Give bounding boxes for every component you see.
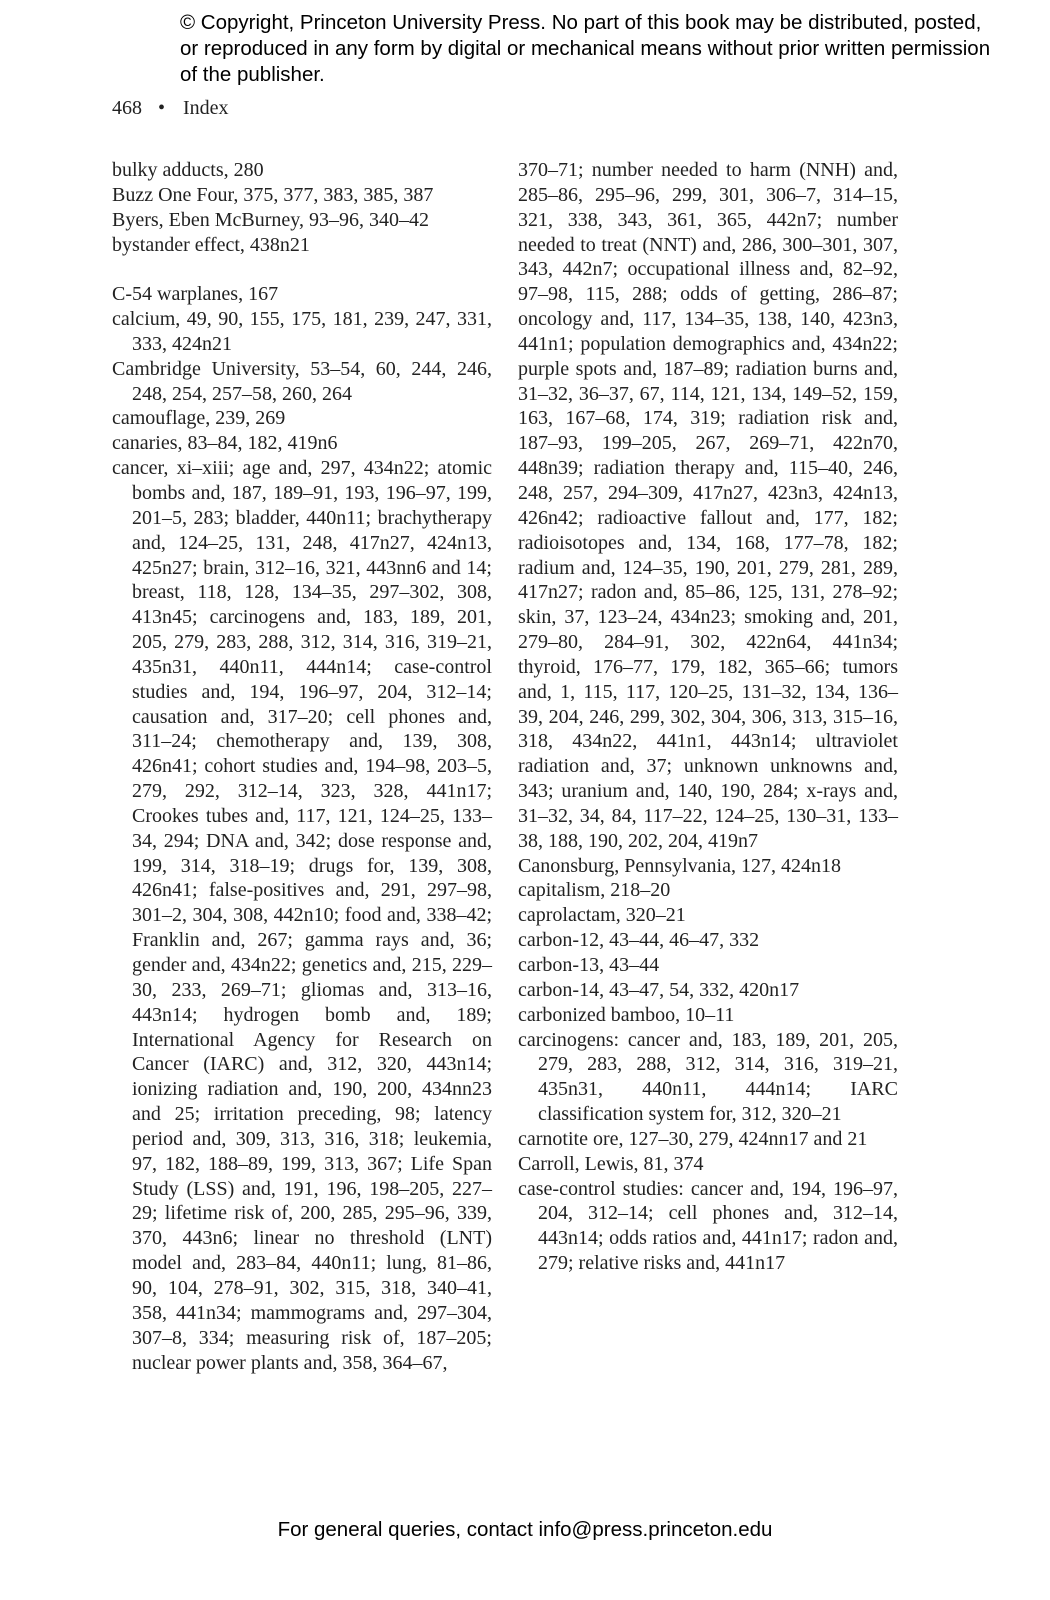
index-entry: canaries, 83–84, 182, 419n6 <box>112 432 338 455</box>
index-entry: bulky adducts, 280 <box>112 159 264 181</box>
index-entry: Cambridge University, 53–54, 60, 244, 246, 248, 254, 257–58, 260, 264 <box>112 357 492 405</box>
copyright-notice: © Copyright, Princeton University Press. No part of this book may be distributed, posted, or reproduced in any form by digital or mechanical means without prior written permission of the publisher. <box>180 11 991 86</box>
index-entry-cancer: cancer, xi–xiii; age and, 297, 434n22; atomic bombs and, 187, 189–91, 193, 196–97, 199, 201–5, 283; bladder, 440n11; brachytherapy and, 124–25, 131, 248, 417n27, 424n13, 425n27; brain, 312–16, 321, 443nn6 and 14; breast, 118, 128, 134–35, 297–302, 308, 413n45; carcinogens and, 183, 189, 201, 205, 279, 283, 288, 312, 314, 316, 319–21, 435n31, 440n11, 444n14; case-control studies and, 194, 196–97, 204, 312–14; causation and, 317–20; cell phones and, 311–24; chemotherapy and, 139, 308, 426n41; cohort studies and, 194–98, 203–5, 279, 292, 312–14, 323, 328, 441n17; Crookes tubes and, 117, 121, 124–25, 133–34, 294; DNA and, 342; dose response and, 199, 314, 318–19; drugs for, 139, 308, 426n41; false-positives and, 291, 297–98, 301–2, 304, 308, 442n10; food and, 338–42; Franklin and, 267; gamma rays and, 36; gender and, 434n22; genetics and, 215, 229–30, 233, 269–71; gliomas and, 313–16, 443n14; hydrogen bomb and, 189; International Agency for Research on Cancer (IARC) and, 312, 320, 443n14; ionizing radiation and, 190, 200, 434nn23 and 25; irritation preceding, 98; latency period and, 309, 313, 316, 318; leukemia, 97, 182, 188–89, 199, 313, 367; Life Span Study (LSS) and, 191, 196, 198–205, 227–29; lifetime risk of, 200, 285, 295–96, 339, 370, 443n6; linear no threshold (LNT) model and, 283–84, 440n11; lung, 81–86, 90, 104, 278–91, 302, 315, 318, 340–41, 358, 441n34; mammograms and, 297–304, 307–8, 334; measuring risk of, 187–205; nuclear power plants and, 358, 364–67, <box>112 457 492 1374</box>
index-entry: carnotite ore, 127–30, 279, 424nn17 and 21 <box>518 1127 868 1150</box>
running-head <box>112 95 229 121</box>
index-entry: carbonized bamboo, 10–11 <box>518 1003 735 1026</box>
footer-contact: For general queries, contact info@press.princeton.edu <box>277 1518 773 1541</box>
index-entry: camouflage, 239, 269 <box>112 407 286 430</box>
index-entry: case-control studies: cancer and, 194, 196–97, 204, 312–14; cell phones and, 312–14, 443n14; odds ratios and, 441n17; radon and, 279; relative risks and, 441n17 <box>518 1177 898 1275</box>
index-entry: carbon-13, 43–44 <box>518 954 660 976</box>
page-number: 468 <box>112 97 142 119</box>
index-entry: calcium, 49, 90, 155, 175, 181, 239, 247, 331, 333, 424n21 <box>112 308 492 355</box>
index-entry: carcinogens: cancer and, 183, 189, 201, 205, 279, 283, 288, 312, 314, 316, 319–21, 435n31, 440n11, 444n14; IARC classification system for, 312, 320–21 <box>518 1028 898 1126</box>
section-title: Index <box>183 97 229 119</box>
index-column-right <box>518 158 898 1276</box>
index-entry: Canonsburg, Pennsylvania, 127, 424n18 <box>518 854 841 877</box>
index-entry: carbon-14, 43–47, 54, 332, 420n17 <box>518 978 800 1001</box>
index-entry: bystander effect, 438n21 <box>112 233 310 256</box>
index-entry: Carroll, Lewis, 81, 374 <box>518 1152 704 1175</box>
index-column-left <box>112 158 492 1375</box>
index-entry: caprolactam, 320–21 <box>518 904 686 927</box>
bullet-separator: • <box>158 97 166 119</box>
index-entry-cancer-continued: 370–71; number needed to harm (NNH) and, 285–86, 295–96, 299, 301, 306–7, 314–15, 321, 338, 343, 361, 365, 442n7; number needed to treat (NNT) and, 286, 300–301, 307, 343, 442n7; occupational illness and, 82–92, 97–98, 115, 288; odds of getting, 286–87; oncology and, 117, 134–35, 138, 140, 423n3, 441n1; population demographics and, 434n22; purple spots and, 187–89; radiation burns and, 31–32, 36–37, 67, 114, 121, 134, 149–52, 159, 163, 167–68, 174, 319; radiation risk and, 187–93, 199–205, 267, 269–71, 422n70, 448n39; radiation therapy and, 115–40, 246, 248, 257, 294–309, 417n27, 423n3, 424n13, 426n42; radioactive fallout and, 177, 182; radioisotopes and, 134, 168, 177–78, 182; radium and, 124–35, 190, 201, 279, 281, 289, 417n27; radon and, 85–86, 125, 131, 278–92; skin, 37, 123–24, 434n23; smoking and, 201, 279–80, 284–91, 302, 422n64, 441n34; thyroid, 176–77, 179, 182, 365–66; tumors and, 1, 115, 117, 120–25, 131–32, 134, 136–39, 204, 246, 299, 302, 304, 306, 313, 315–16, 318, 434n22, 441n1, 443n14; ultraviolet radiation and, 37; unknown unknowns and, 343; uranium and, 140, 190, 284; x-rays and, 31–32, 34, 84, 117–22, 124–25, 130–31, 133–38, 188, 190, 202, 204, 419n7 <box>518 159 898 852</box>
index-entry: capitalism, 218–20 <box>518 879 671 902</box>
index-entry: C-54 warplanes, 167 <box>112 283 279 306</box>
index-entry: Buzz One Four, 375, 377, 383, 385, 387 <box>112 183 434 206</box>
letter-group-gap <box>112 257 492 282</box>
index-entry: Byers, Eben McBurney, 93–96, 340–42 <box>112 208 429 231</box>
index-entry: carbon-12, 43–44, 46–47, 332 <box>518 929 760 952</box>
